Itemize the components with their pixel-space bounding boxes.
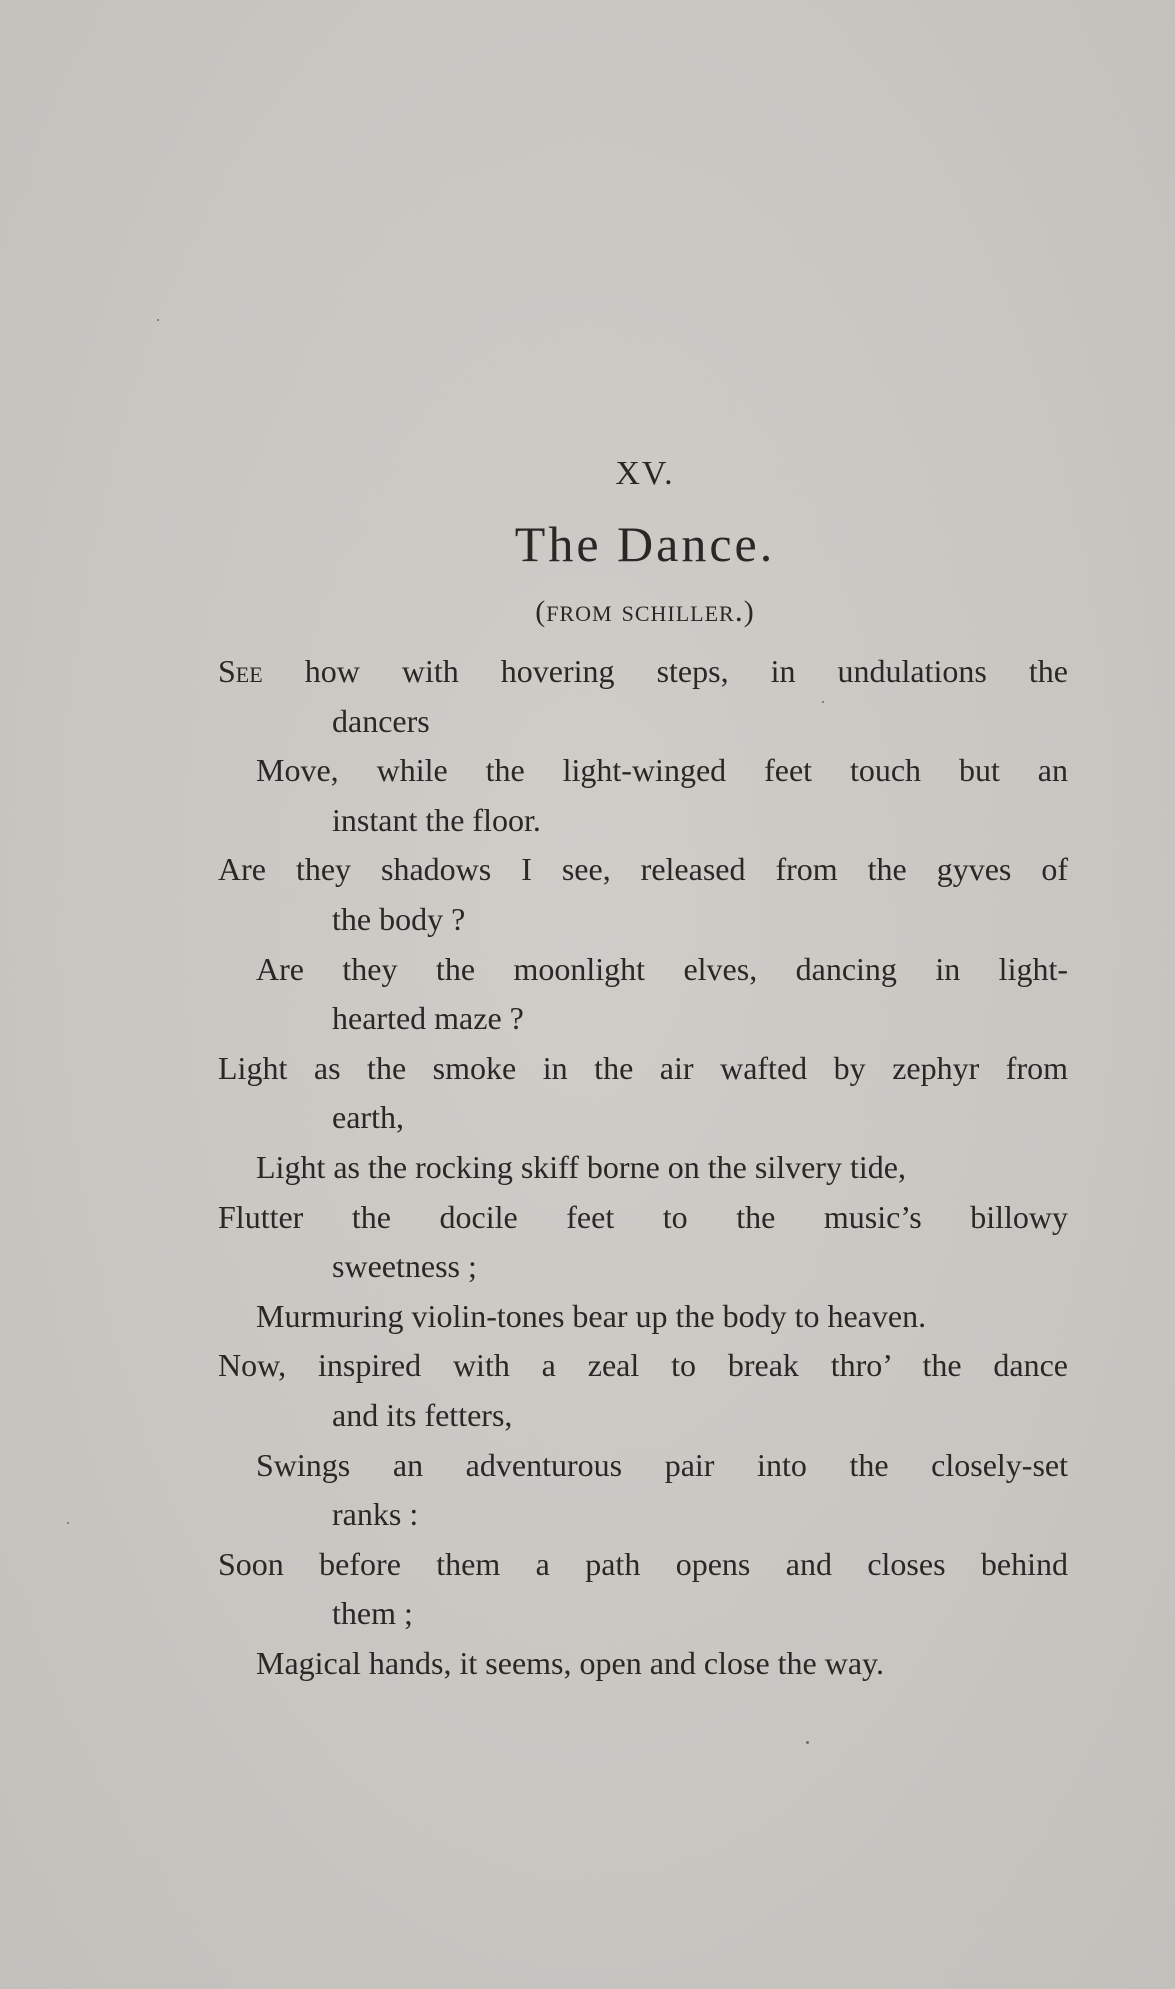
poem-line: Flutter the docile feet to the music’s billowy: [218, 1198, 1068, 1235]
chapter-numeral: XV.: [615, 455, 675, 492]
paper-speck: [67, 1522, 69, 1524]
poem-line: Are they shadows I see, released from the gyves of: [218, 851, 1068, 888]
poem-line: Move, while the light-winged feet touch but an: [256, 752, 1068, 789]
subtitle-close-paren: ): [743, 595, 755, 628]
poem-subtitle: [0, 592, 1175, 629]
poem-line: Light as the rocking skiff borne on the silvery tide,: [256, 1148, 906, 1185]
poem-line: ranks :: [332, 1496, 419, 1533]
poem-title: The Dance.: [514, 516, 776, 572]
poem-line: [218, 647, 1068, 697]
poem-line: Swings an adventurous pair into the closely-set: [256, 1446, 1068, 1483]
poem-line: instant the floor.: [332, 801, 541, 838]
poem-line: and its fetters,: [332, 1396, 513, 1433]
poem-line: Soon before them a path opens and closes behind: [218, 1545, 1068, 1582]
paper-speck: [157, 319, 159, 321]
poem-first-word: See: [218, 653, 263, 689]
poem-line: them ;: [332, 1595, 413, 1632]
poem-line: Light as the smoke in the air wafted by zephyr from: [218, 1049, 1068, 1086]
subtitle-source: from schiller.: [546, 592, 744, 628]
paper-speck: [822, 701, 824, 703]
poem-line: Are they the moonlight elves, dancing in light-: [256, 950, 1068, 987]
poem-line: Magical hands, it seems, open and close the way.: [256, 1644, 884, 1681]
poem-line: dancers: [332, 702, 430, 739]
poem-body: [218, 647, 1068, 1688]
paper-speck: [806, 1741, 809, 1744]
subtitle-open-paren: (: [535, 595, 547, 628]
poem-line-text: how with hovering steps, in undulations the: [262, 653, 1068, 689]
poem-line: Murmuring violin-tones bear up the body to heaven.: [256, 1297, 927, 1334]
poem-line: the body ?: [332, 900, 466, 937]
poem-line: earth,: [332, 1099, 404, 1136]
poem-line: Now, inspired with a zeal to break thro’ the dance: [218, 1347, 1068, 1384]
poem-line: sweetness ;: [332, 1248, 477, 1285]
poem-line: hearted maze ?: [332, 1000, 524, 1037]
